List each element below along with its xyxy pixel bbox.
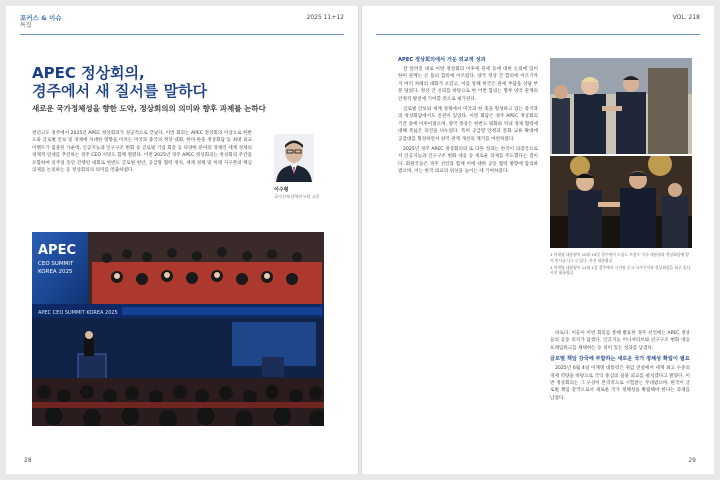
photo-summit-us: [550, 58, 692, 154]
text-column-2: [550, 330, 690, 405]
page-number-right: 29: [688, 457, 696, 464]
column-heading-1: APEC 정상회의에서 거둔 외교적 성과: [398, 57, 486, 63]
header-rule: [20, 34, 344, 35]
photo-captions: [550, 252, 692, 277]
banner-apec: APEC: [38, 243, 77, 258]
text-column-1: [398, 56, 538, 179]
caption-1: 1 이재명 대통령이 10월 29일 경주에서 도널드 트럼프 미국 대통령과 정상회담에 앞서 인사를 나누고 있다. 사진 대통령실: [550, 252, 690, 263]
right-page: [362, 6, 714, 474]
section-sub: 특집: [20, 22, 32, 29]
header-rule-right: [376, 34, 700, 35]
left-page: [6, 6, 358, 474]
paragraph: 잘 알려진 대로 이번 정상회의 이후에 관세 등에 대한 논의에 있어 한미 관계는 큰 틀의 합의에 이르렀다. 양국 정상 간 합의에 이르기까지 여러 차례의 대화가 오갔고, 이를 통해 한국은 관세 부담을 상당 부분 덜었다. 정상 간 신뢰를 바탕으로 한 이번 합의는 향후 양국 관계의 안정적 발전에 기여할 것으로 평가된다.: [398, 67, 538, 102]
title-line-1: APEC 정상회의,: [32, 64, 145, 82]
banner-ceo-summit: CEO SUMMIT: [38, 261, 74, 267]
article-subtitle: 새로운 국가정체성을 향한 도약, 정상회의의 의미와 향후 과제를 논하다: [32, 104, 266, 113]
author-name: 이수형: [274, 187, 289, 193]
author-photo: [274, 134, 314, 182]
author-affiliation: 국가안보전략연구원 고문: [274, 194, 320, 199]
page-header-right: [376, 14, 700, 38]
stage-banner: APEC CEO SUMMIT KOREA 2025: [38, 310, 118, 316]
volume-label: VOL. 218: [672, 14, 700, 21]
caption-2: 2 이재명 대통령이 11월 1일 경주에서 시진핑 중국 국가주석과 정상회담을 하고 있다. 사진 대통령실: [550, 264, 692, 276]
banner-korea: KOREA 2025: [38, 269, 73, 275]
lead-paragraph: 천년고도 경주에서 2025년 APEC 정상회의가 성공적으로 끝났다. 이번 회의는 APEC 정상회의 이상으로 한반도와 글로벌 안보 및 경제에 지대한 영향을 미치는 미국과 중국의 정상 대화, 한미·한중 정상회담 등 최대 외교 이벤트가 집중된 가운데, 인공지능과 인구구조 변화 등 글로벌 기업 회장 등 다양한 분야의 경제인 세계 경제의 경제적 연대를 추진하는 경주 CEO 서밋도 함께 열렸다. 이번 2025년 경주 APEC 정상회의는 정상회의 주간을 포함하여 일주일 동안 진행된 대회로 한반도 글로벌 현안, 공급망 협력 정치, 세계 경제 및 미래 지구촌의 핵심 의제를 논의하는 등 정상회의의 의미를 연출하였다.: [32, 131, 252, 174]
page-header: [20, 14, 344, 38]
ceo-summit-photo: [32, 232, 324, 426]
title-line-2: 경주에서 새 질서를 말하다: [32, 82, 208, 100]
paragraph: 2025년 6월 4일 이재명 대통령은 취임 연설에서 세계 최고 수준의 경제 역량을 바탕으로 국익 중심의 실용 외교를 펼치겠다고 밝혔다. 이번 정상회의는 그 구상이 본격적으로 시험받는 무대였으며, 한국이 글로벌 책임 강국으로서 새로운 국가 정체성을 확립해야 한다는 과제를 남겼다.: [550, 366, 690, 401]
section-label: 포커스 & 이슈: [20, 14, 62, 22]
column-heading-2: 글로벌 책임 강국에 부합하는 새로운 국가 정체성 확립이 필요: [550, 356, 690, 363]
paragraph: 바로다. 이들이 이번 회의를 통해 발표한 경주 선언에는 APEC 정상들의 공동 의지가 담겼다. 인공지능 이니셔티브와 인구구조 변화 대응 프레임워크를 채택하는 등 의미 있는 성과를 남겼다.: [550, 331, 690, 351]
issue-date: 2025 11+12: [306, 14, 344, 21]
photo-summit-china: [550, 156, 692, 248]
article-title: [32, 64, 292, 100]
page-number-left: 28: [24, 457, 32, 464]
paragraph: 글로벌 안보와 세계 경제에서 미국과 한 축을 형성하고 있는 중국과의 정상회담에서도 진전이 있었다. 이번 회담은 경주 APEC 정상회의 기간 중에 이루어졌으며, 양국 정상은 한반도 평화와 역내 경제 협력에 대해 폭넓은 의견을 나누었다. 특히 공급망 안정과 문화 교류 확대에 공감대를 형성하면서 양국 관계 개선의 계기를 마련하였다.: [398, 107, 538, 142]
paragraph: 2025년 경주 APEC 정상회의의 또 다른 성과는 한국이 의장국으로서 인공지능과 인구구조 변화 대응 등 새로운 의제를 주도했다는 점이다. 회원국들은 경주 선언과 함께 이에 대한 공동 협력 방향에 합의하였으며, 이는 한국 외교의 위상을 높이는 데 기여하였다.: [398, 147, 538, 175]
